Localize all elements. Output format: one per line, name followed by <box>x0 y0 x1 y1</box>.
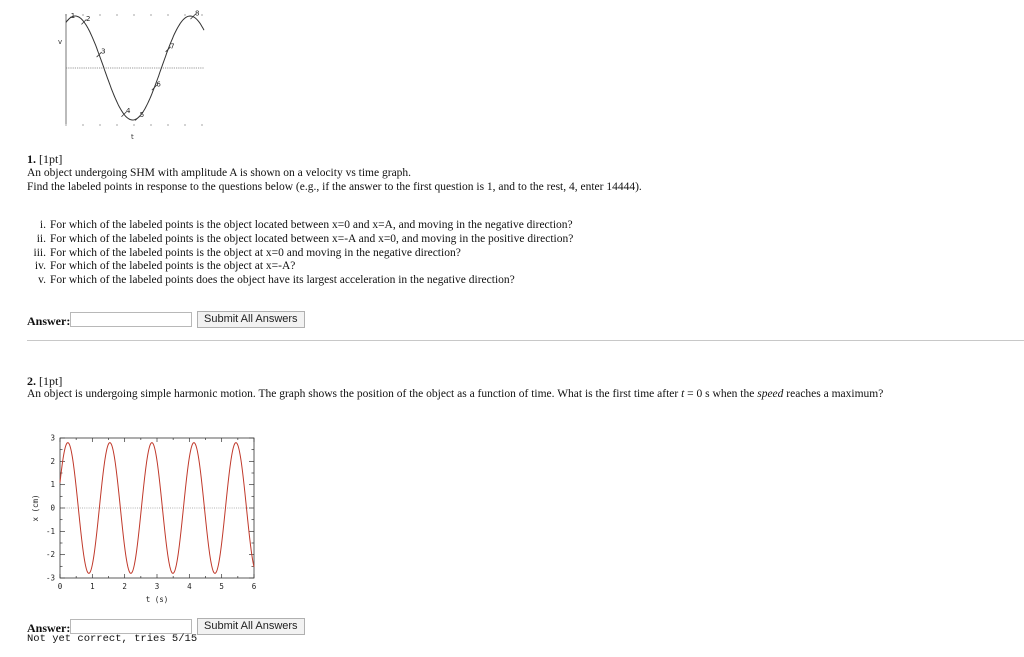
graph1-point-label: 2 <box>85 14 91 23</box>
q1-subquestion-item <box>28 233 573 247</box>
graph1-border-dot <box>133 14 134 15</box>
q1-subquestion-item <box>28 247 573 261</box>
chart-x-tick-label: 4 <box>187 582 192 591</box>
graph1-border-dot <box>99 14 100 15</box>
chart-x-tick-label: 1 <box>90 582 95 591</box>
q1-number: 1. <box>27 152 36 166</box>
graph1-border-dot <box>150 14 151 15</box>
q1-header <box>27 152 62 167</box>
graph1-point-label: 4 <box>125 107 131 116</box>
q2-number: 2. <box>27 374 36 388</box>
q2-text-mid: = 0 s when the <box>684 388 758 400</box>
chart-y-tick-labels <box>46 434 56 583</box>
q2-question-text <box>27 387 883 401</box>
q1-subquestion-text: For which of the labeled points is the object at x=0 and moving in the negative direction? <box>50 246 461 259</box>
graph1-border-dot <box>116 14 117 15</box>
chart-x-tick-labels <box>58 582 257 591</box>
chart-y-tick-label: -2 <box>45 550 55 560</box>
graph1-point-label: 8 <box>194 9 200 18</box>
graph1-border-dot <box>201 14 202 15</box>
q2-text-pre: An object is undergoing simple harmonic motion. The graph shows the position of the object as a function of time. What is the first time after <box>27 388 682 400</box>
chart-y-tick-label: -3 <box>45 573 55 583</box>
q2-answer-input[interactable] <box>70 619 192 634</box>
graph1-point-label: 6 <box>156 80 161 89</box>
graph1-border-dot <box>82 14 83 15</box>
question-divider <box>27 340 1024 341</box>
q1-subquestion-item <box>28 274 573 288</box>
chart-y-tick-label: 2 <box>50 456 55 466</box>
chart-y-tick-label: 3 <box>50 433 55 443</box>
q2-position-chart <box>28 430 268 610</box>
graph1-x-label: t <box>131 133 134 141</box>
graph1-border-dot <box>82 124 83 125</box>
q1-line1: An object undergoing SHM with amplitude A is shown on a velocity vs time graph. <box>27 167 412 179</box>
graph1-y-label: v <box>58 38 63 46</box>
chart-y-tick-label: -1 <box>45 526 55 536</box>
q1-subquestion-item <box>28 219 573 233</box>
q1-subquestion-numeral: v. <box>38 274 46 287</box>
q1-subquestion-text: For which of the labeled points is the object at x=-A? <box>50 260 296 273</box>
q2-text-post: reaches a maximum? <box>783 388 884 400</box>
graph1-point-label: 5 <box>139 110 145 119</box>
q1-subquestion-text: For which of the labeled points is the object located between x=-A and x=0, and moving in the positive direction? <box>50 232 574 245</box>
q2-status-text: Not yet correct, tries 5/15 <box>27 633 198 645</box>
graph1-border-dot <box>99 124 100 125</box>
graph1-border-dot <box>184 124 185 125</box>
chart-x-tick-label: 3 <box>154 582 160 591</box>
q1-points: [1pt] <box>39 152 63 166</box>
graph1-point-label: 1 <box>70 12 76 21</box>
graph1-point-label: 3 <box>101 47 106 56</box>
graph1-border-dot <box>184 14 185 15</box>
chart-x-tick-label: 5 <box>219 582 224 591</box>
graph1-points <box>66 10 199 121</box>
q1-answer-row <box>27 312 70 330</box>
chart-y-tick-label: 0 <box>50 503 55 513</box>
q2-answer-label: Answer: <box>27 621 71 635</box>
chart-x-tick-label: 6 <box>251 582 257 591</box>
q2-points: [1pt] <box>39 374 63 388</box>
graph1-border-dot <box>201 124 202 125</box>
chart-x-tick-label: 0 <box>57 582 63 591</box>
q1-subquestion-numeral: i. <box>39 219 46 231</box>
q1-subquestion-list <box>28 219 573 288</box>
q1-subquestion-text: For which of the labeled points does the object have its largest acceleration in the negative direction? <box>50 274 515 287</box>
graph1-border-dot <box>65 124 66 125</box>
q1-answer-label: Answer: <box>27 314 71 328</box>
graph1-border-dot <box>167 124 168 125</box>
graph1-border-dot <box>133 124 134 125</box>
q1-answer-input[interactable] <box>70 312 192 327</box>
q2-speed-word: speed <box>757 388 784 400</box>
q1-subquestion-numeral: iv. <box>34 260 46 273</box>
q1-velocity-graph <box>50 8 215 143</box>
q1-line2: Find the labeled points in response to the questions below (e.g., if the answer to the first question is 1, and to the rest, 4, enter 14444). <box>27 181 642 193</box>
graph1-border-dot <box>150 124 151 125</box>
q1-subquestion-item <box>28 260 573 274</box>
q2-t-variable: t <box>681 388 685 400</box>
q1-subquestion-text: For which of the labeled points is the object located between x=0 and x=A, and moving in the negative direction? <box>50 219 573 231</box>
graph1-border-dot <box>167 14 168 15</box>
graph1-border-dots <box>65 14 202 125</box>
q2-submit-button[interactable]: Submit All Answers <box>197 618 305 635</box>
chart-y-tick-label: 1 <box>50 480 55 490</box>
graph1-point-label: 7 <box>170 42 175 51</box>
q1-subquestion-numeral: ii. <box>36 232 46 245</box>
chart-x-axis-label: t (s) <box>145 595 169 604</box>
q1-submit-button[interactable]: Submit All Answers <box>197 311 305 328</box>
chart-x-tick-label: 2 <box>122 582 127 591</box>
chart-y-axis-label: x (cm) <box>31 494 40 522</box>
q1-subquestion-numeral: iii. <box>33 246 46 259</box>
graph1-border-dot <box>116 124 117 125</box>
